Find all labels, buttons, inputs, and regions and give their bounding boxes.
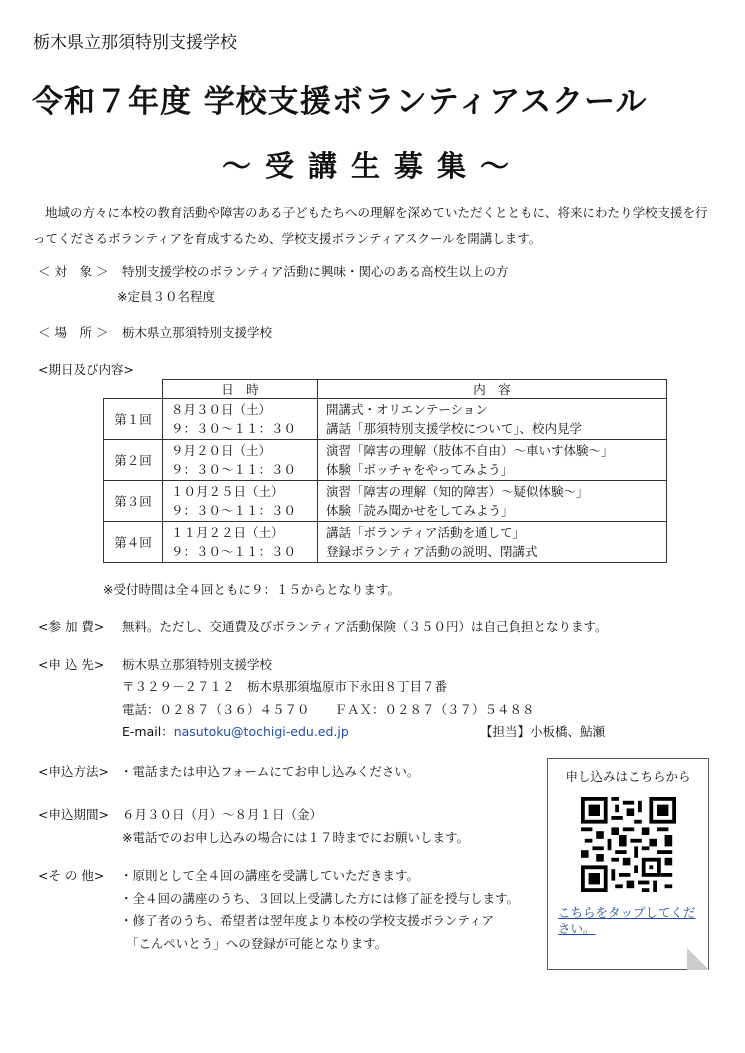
session-content-line: 体験「ボッチャをやってみよう」 <box>326 462 514 477</box>
session-datetime <box>163 522 318 563</box>
session-datetime <box>163 481 318 522</box>
target-label: ＜ 対 象 ＞ <box>38 264 109 279</box>
apply-to-email-line <box>122 722 349 740</box>
qr-heading: 申し込みはこちらから <box>565 769 691 784</box>
target-note: ※定員３０名程度 <box>117 289 215 304</box>
session-time: ９：３０～１１：３０ <box>171 421 297 436</box>
intro-paragraph: 地域の方々に本校の教育活動や障害のある子どもたちへの理解を深めていただくとともに、将来にわたり学校支援を行ってくださるボランティアを育成するため、学校支援ボランティアスクールを開講します。 <box>33 205 708 246</box>
session-content <box>318 481 667 522</box>
session-datetime <box>163 399 318 440</box>
session-content-line: 講話「ボランティア活動を通して」 <box>326 525 526 540</box>
header-date: 日 時 <box>163 380 318 399</box>
session-datetime <box>163 440 318 481</box>
other-item: ・全４回の講座のうち、３回以上受講した方には修了証を授与します。 <box>120 891 520 906</box>
table-row <box>104 522 667 563</box>
session-content <box>318 440 667 481</box>
other-label: <そ の 他> <box>38 868 105 883</box>
apply-to-label: <申 込 先> <box>38 657 105 672</box>
target-value: 特別支援学校のボランティア活動に興味・関心のある高校生以上の方 <box>122 264 509 279</box>
fee-value: 無料。ただし、交通費及びボランティア活動保険（３５０円）は自己負担となります。 <box>122 619 608 634</box>
session-number: 第４回 <box>104 522 163 563</box>
apply-to-address: 〒３２９－２７１２ 栃木県那須塩原市下永田８丁目７番 <box>122 679 448 694</box>
header-content: 内 容 <box>318 380 667 399</box>
other-item: 「こんぺいとう」への登録が可能となります。 <box>126 936 388 951</box>
method-value: ・電話または申込フォームにてお申し込みください。 <box>120 764 420 779</box>
session-content <box>318 399 667 440</box>
session-date: １０月２５日（土） <box>171 484 284 499</box>
qr-code-icon[interactable] <box>581 797 676 892</box>
fee-label: <参 加 費> <box>38 619 105 634</box>
period-value: ６月３０日（月）～８月１日（金） <box>122 807 323 822</box>
other-item: ・修了者のうち、希望者は翌年度より本校の学校支援ボランティア <box>120 913 495 928</box>
table-row <box>104 481 667 522</box>
session-content-line: 講話「那須特別支援学校について」、校内見学 <box>326 421 583 436</box>
qr-card <box>547 758 709 970</box>
school-name: 栃木県立那須特別支援学校 <box>33 33 237 53</box>
page-curl <box>687 948 709 970</box>
email-link[interactable]: nasutoku@tochigi-edu.ed.jp <box>173 724 349 739</box>
table-row <box>104 399 667 440</box>
session-content-line: 開講式・オリエンテーション <box>326 402 488 417</box>
apply-to-name: 栃木県立那須特別支援学校 <box>122 657 273 672</box>
session-time: ９：３０～１１：３０ <box>171 544 297 559</box>
period-note: ※電話でのお申し込みの場合には１７時までにお願いします。 <box>122 830 469 845</box>
venue-label: ＜ 場 所 ＞ <box>38 325 109 340</box>
session-number: 第３回 <box>104 481 163 522</box>
session-number: 第２回 <box>104 440 163 481</box>
table-row <box>104 440 667 481</box>
method-label: <申込方法> <box>38 764 109 779</box>
page-subtitle: ～受講生募集～ <box>221 149 523 183</box>
schedule-note: ※受付時間は全４回ともに９：１５からとなります。 <box>103 582 400 597</box>
session-content-line: 演習「障害の理解（肢体不自由）～車いす体験～」 <box>326 443 614 458</box>
schedule-table <box>103 379 667 563</box>
session-date: １１月２２日（土） <box>171 525 284 540</box>
contact-persons: 【担当】小板橋、鮎瀬 <box>480 724 606 739</box>
schedule-header-row <box>104 380 667 399</box>
page-title: 令和７年度 学校支援ボランティアスクール <box>32 84 648 120</box>
schedule-label: <期日及び内容> <box>38 362 134 377</box>
session-content-line: 体験「読み聞かせをしてみよう」 <box>326 503 514 518</box>
qr-link[interactable]: こちらをタップしてください。 <box>558 905 696 936</box>
email-label: E-mail： <box>122 724 174 739</box>
session-content <box>318 522 667 563</box>
session-time: ９：３０～１１：３０ <box>171 462 297 477</box>
session-date: ８月３０日（土） <box>171 402 272 417</box>
session-content-line: 演習「障害の理解（知的障害）～疑似体験～」 <box>326 484 589 499</box>
session-number: 第１回 <box>104 399 163 440</box>
period-label: <申込期間> <box>38 807 109 822</box>
session-date: ９月２０日（土） <box>171 443 272 458</box>
other-item: ・原則として全４回の講座を受講していただきます。 <box>120 868 420 883</box>
apply-to-phone: 電話：０２８７（３６）４５７０ ＦＡＸ：０２８７（３７）５４８８ <box>122 702 535 717</box>
venue-value: 栃木県立那須特別支援学校 <box>122 325 273 340</box>
session-content-line: 登録ボランティア活動の説明、閉講式 <box>326 544 538 559</box>
session-time: ９：３０～１１：３０ <box>171 503 297 518</box>
